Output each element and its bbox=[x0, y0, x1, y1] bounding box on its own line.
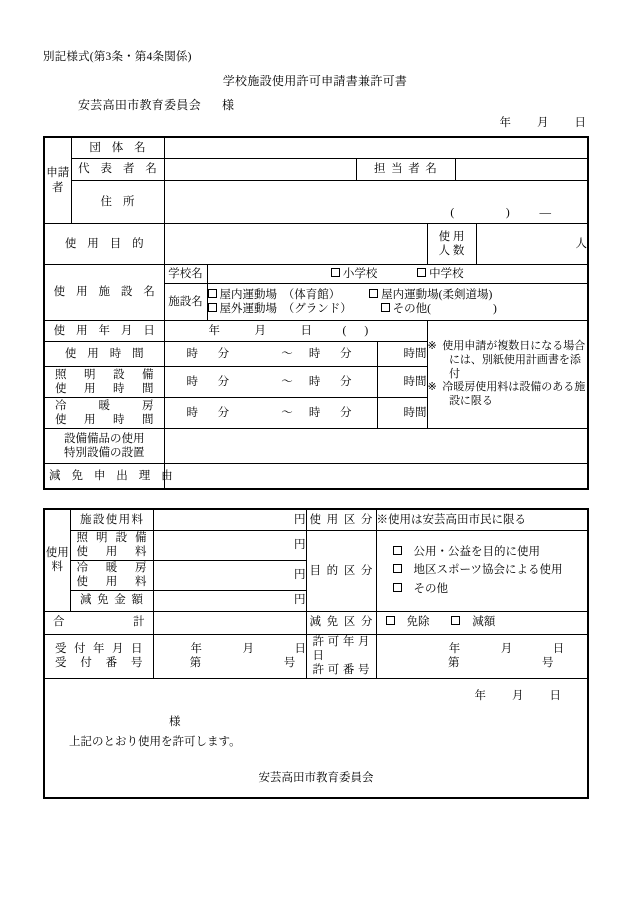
checkbox-outdoor-ground[interactable] bbox=[208, 302, 352, 316]
receipt-date-year: 年 bbox=[190, 642, 202, 655]
row-school-name bbox=[44, 265, 588, 284]
receipt-date-value: 年 月 日 bbox=[190, 642, 306, 655]
checkbox-reduction[interactable] bbox=[451, 615, 495, 629]
phone-dash: — bbox=[539, 206, 551, 219]
applicant-section-label: 申請者 bbox=[44, 137, 71, 224]
checkbox-box-icon bbox=[331, 268, 340, 277]
permission-date-month: 月 bbox=[512, 689, 524, 702]
hvac-time-label-line1: 冷 暖 房 bbox=[55, 399, 154, 412]
row-representative bbox=[44, 159, 588, 181]
checkbox-facility-other[interactable] bbox=[381, 302, 497, 316]
checkbox-purpose-other[interactable] bbox=[393, 580, 588, 599]
facility-fee-value[interactable] bbox=[153, 509, 306, 531]
row-reduction-reason bbox=[44, 464, 588, 490]
hvac-fee-value[interactable] bbox=[153, 560, 306, 590]
permission-recipient-honorific: 様 bbox=[169, 715, 181, 728]
addressee: 安芸高田市教育委員会 bbox=[78, 98, 202, 112]
permission-statement: 上記のとおり使用を許可します。 bbox=[69, 735, 241, 748]
school-type-options bbox=[207, 265, 588, 284]
reduction-amount-unit: 円 bbox=[294, 594, 306, 607]
application-table bbox=[43, 136, 589, 490]
usage-time-end-min: 分 bbox=[339, 347, 352, 360]
facility-name-label: 施設名 bbox=[164, 284, 207, 321]
facility-option-1: 屋内運動場(柔剣道場) bbox=[381, 288, 493, 301]
facility-fee-label: 施設使用料 bbox=[70, 509, 153, 531]
equipment-label bbox=[44, 429, 164, 464]
checkbox-box-icon bbox=[208, 289, 217, 298]
permission-organization: 安芸高田市教育委員会 bbox=[258, 771, 374, 784]
facility-fee-unit: 円 bbox=[294, 513, 306, 526]
lighting-time-end-hour: 時 bbox=[308, 375, 321, 388]
equipment-value[interactable] bbox=[164, 429, 588, 464]
row-group-name bbox=[44, 137, 588, 159]
equipment-label-line2: 特別設備の設置 bbox=[64, 447, 145, 459]
school-option-0: 小学校 bbox=[342, 267, 378, 280]
hvac-time-start-min: 分 bbox=[217, 406, 230, 419]
document-title: 学校施設使用許可申請書兼許可書 bbox=[222, 74, 408, 88]
checkbox-box-icon bbox=[369, 289, 378, 298]
note-text-1: 使用申請が複数日になる場合には、別紙使用計画書を添付 bbox=[442, 340, 586, 380]
receipt-date-label: 受 付 年 月 日 bbox=[55, 642, 143, 655]
usage-date-year: 年 bbox=[208, 324, 220, 337]
checkbox-box-icon bbox=[208, 303, 217, 312]
checkbox-box-icon bbox=[393, 564, 402, 573]
row-address bbox=[44, 181, 588, 224]
hvac-time-end-hour: 時 bbox=[308, 406, 321, 419]
purpose-value[interactable] bbox=[164, 224, 427, 265]
row-equipment bbox=[44, 429, 588, 464]
phone-paren-open: ( bbox=[450, 206, 455, 219]
reduction-classification-label: 減 免 区 分 bbox=[306, 611, 376, 634]
submission-date-year: 年 bbox=[499, 117, 511, 129]
group-name-label: 団 体 名 bbox=[71, 137, 164, 159]
person-count-unit: 人 bbox=[575, 237, 587, 250]
purpose-option-0: 公用・公益を目的に使用 bbox=[413, 545, 540, 558]
notes-cell bbox=[427, 321, 588, 429]
checkbox-box-icon bbox=[393, 546, 402, 555]
lighting-fee-value[interactable] bbox=[153, 531, 306, 561]
hvac-fee-label-line1: 冷 暖 房 bbox=[76, 561, 147, 574]
group-name-value[interactable] bbox=[164, 137, 588, 159]
checkbox-junior-high-school[interactable] bbox=[417, 267, 464, 281]
hvac-time-start-hour: 時 bbox=[186, 406, 198, 419]
reduction-reason-label: 減 免 申 出 理 由 bbox=[44, 464, 164, 490]
address-label: 住 所 bbox=[71, 181, 164, 224]
receipt-number-label: 受 付 番 号 bbox=[55, 657, 143, 670]
hvac-time-tilde: 〜 bbox=[281, 406, 293, 419]
usage-time-duration[interactable] bbox=[377, 342, 427, 367]
receipt-number-suffix: 号 bbox=[283, 657, 296, 670]
usage-time-end-hour: 時 bbox=[308, 347, 321, 360]
checkbox-box-icon bbox=[451, 616, 460, 625]
checkbox-box-icon bbox=[381, 303, 390, 312]
note-marker-1: ※ bbox=[427, 340, 437, 353]
hvac-fee-label bbox=[70, 560, 153, 590]
phone-paren-close: ) bbox=[505, 206, 510, 219]
checkbox-public-use[interactable] bbox=[393, 543, 588, 562]
usage-date-label: 使 用 年 月 日 bbox=[44, 321, 164, 342]
contact-person-value[interactable] bbox=[455, 159, 588, 181]
hvac-time-value[interactable] bbox=[164, 398, 377, 429]
fee-section-label: 使用料 bbox=[44, 509, 70, 611]
fee-permit-table bbox=[43, 508, 589, 799]
row-facility-fee bbox=[44, 509, 588, 531]
permit-date-label: 許 可 年 月 日 bbox=[312, 635, 370, 662]
equipment-label-line1: 設備備品の使用 bbox=[64, 432, 145, 445]
submission-date-day: 日 bbox=[574, 117, 586, 129]
receipt-labels bbox=[44, 634, 153, 678]
school-name-label: 学校名 bbox=[164, 265, 207, 284]
usage-date-day: 日 bbox=[300, 324, 312, 337]
lighting-fee-label-line1: 照 明 設 備 bbox=[76, 532, 147, 544]
checkbox-indoor-gym[interactable] bbox=[208, 288, 341, 302]
usage-time-value[interactable] bbox=[164, 342, 377, 367]
checkbox-sports-association-use[interactable] bbox=[393, 561, 588, 580]
lighting-time-value[interactable] bbox=[164, 367, 377, 398]
row-receipt-permit bbox=[44, 634, 588, 678]
facility-other-close: ) bbox=[492, 303, 497, 315]
note-item-2 bbox=[428, 381, 588, 409]
checkbox-box-icon bbox=[393, 583, 402, 592]
usage-time-label: 使 用 時 間 bbox=[44, 342, 164, 367]
person-count-label-line2: 人 数 bbox=[438, 245, 465, 257]
form-number: 別記様式(第3条・第4条関係) bbox=[43, 51, 192, 63]
row-usage-date bbox=[44, 321, 588, 342]
lighting-time-duration-unit: 時間 bbox=[403, 375, 427, 388]
total-value[interactable] bbox=[153, 611, 306, 634]
submission-date-line bbox=[500, 114, 587, 130]
hvac-time-label-line2: 使 用 時 間 bbox=[55, 414, 154, 426]
lighting-time-duration[interactable] bbox=[377, 367, 427, 398]
weekday-paren-open: ( bbox=[342, 324, 347, 337]
facility-option-3: その他( bbox=[392, 303, 431, 315]
hvac-fee-label-line2: 使 用 料 bbox=[76, 576, 147, 589]
facility-option-2: 屋外運動場 （グランド） bbox=[219, 303, 352, 315]
note-marker-2: ※ bbox=[427, 381, 437, 394]
checkbox-box-icon bbox=[417, 268, 426, 277]
usage-time-tilde: 〜 bbox=[281, 347, 293, 360]
usage-classification-note: ※使用は安芸高田市民に限る bbox=[376, 509, 588, 531]
lighting-fee-unit: 円 bbox=[294, 539, 306, 552]
row-purpose bbox=[44, 224, 588, 265]
usage-time-start-min: 分 bbox=[217, 347, 230, 360]
person-count-label bbox=[427, 224, 476, 265]
total-label-right: 計 bbox=[133, 616, 145, 629]
permit-number-value bbox=[377, 656, 588, 670]
permit-date-value: 年 月 日 bbox=[448, 642, 565, 655]
purpose-option-1: 地区スポーツ協会による使用 bbox=[413, 564, 563, 577]
permission-date-day: 日 bbox=[549, 689, 561, 702]
representative-value[interactable] bbox=[164, 159, 356, 181]
hvac-time-label bbox=[44, 398, 164, 429]
permit-number-suffix: 号 bbox=[542, 657, 554, 670]
permission-block bbox=[44, 678, 588, 798]
reduction-amount-value[interactable] bbox=[153, 590, 306, 611]
usage-date-value[interactable] bbox=[164, 321, 427, 342]
permission-date-line bbox=[475, 689, 562, 703]
reduction-option-0: 免除 bbox=[406, 616, 430, 629]
receipt-number-prefix: 第 bbox=[189, 657, 202, 670]
permit-labels bbox=[306, 634, 376, 678]
school-option-1: 中学校 bbox=[429, 267, 464, 280]
hvac-fee-unit: 円 bbox=[294, 568, 306, 581]
checkbox-elementary-school[interactable] bbox=[331, 267, 378, 281]
hvac-time-end-min: 分 bbox=[339, 406, 352, 419]
checkbox-indoor-martial-arts[interactable] bbox=[369, 288, 492, 302]
permit-date-year: 年 bbox=[448, 642, 461, 655]
checkbox-box-icon bbox=[386, 616, 395, 625]
lighting-time-label-line2: 使 用 時 間 bbox=[55, 383, 154, 395]
submission-date-month: 月 bbox=[537, 117, 549, 129]
purpose-label: 使 用 目 的 bbox=[44, 224, 164, 265]
row-lighting-fee bbox=[44, 531, 588, 561]
facility-option-0: 屋内運動場 （体育館） bbox=[219, 288, 341, 301]
facility-options bbox=[207, 284, 588, 321]
purpose-classification-options bbox=[376, 531, 588, 612]
permission-date-year: 年 bbox=[474, 689, 486, 702]
reduction-classification-options bbox=[376, 611, 588, 634]
representative-label: 代 表 者 名 bbox=[71, 159, 164, 181]
purpose-option-2: その他 bbox=[413, 583, 448, 596]
usage-date-weekday bbox=[343, 324, 369, 338]
reduction-reason-value[interactable] bbox=[164, 464, 588, 490]
permit-number-label: 許 可 番 号 bbox=[312, 664, 370, 677]
lighting-time-label bbox=[44, 367, 164, 398]
lighting-time-end-min: 分 bbox=[339, 375, 352, 388]
row-total bbox=[44, 611, 588, 634]
lighting-time-tilde: 〜 bbox=[281, 375, 293, 388]
total-label bbox=[44, 611, 153, 634]
facility-options-line2 bbox=[208, 302, 588, 316]
usage-time-duration-unit: 時間 bbox=[403, 347, 427, 360]
person-count-label-line1: 使 用 bbox=[438, 230, 465, 243]
checkbox-exemption[interactable] bbox=[386, 615, 430, 629]
addressee-honorific: 様 bbox=[222, 98, 235, 112]
reduction-amount-label: 減 免 金 額 bbox=[70, 590, 153, 611]
person-count-value[interactable] bbox=[476, 224, 588, 265]
usage-time-start-hour: 時 bbox=[186, 347, 198, 360]
note-item-1 bbox=[428, 340, 588, 381]
address-value[interactable] bbox=[164, 181, 588, 224]
lighting-time-start-hour: 時 bbox=[186, 375, 198, 388]
permit-values[interactable] bbox=[376, 634, 588, 678]
usage-date-month: 月 bbox=[254, 324, 266, 337]
purpose-classification-label: 目 的 区 分 bbox=[306, 531, 376, 612]
lighting-time-label-line1: 照 明 設 備 bbox=[55, 368, 154, 381]
receipt-values[interactable] bbox=[153, 634, 306, 678]
lighting-time-start-min: 分 bbox=[217, 375, 230, 388]
row-permission-block bbox=[44, 678, 588, 798]
hvac-time-duration-unit: 時間 bbox=[403, 406, 427, 419]
reduction-option-1: 減額 bbox=[472, 616, 496, 629]
hvac-time-duration[interactable] bbox=[377, 398, 427, 429]
receipt-date-month: 月 bbox=[242, 642, 254, 655]
weekday-paren-close: ) bbox=[364, 324, 369, 337]
note-text-2: 冷暖房使用料は設備のある施設に限る bbox=[442, 381, 586, 408]
permit-date-month: 月 bbox=[500, 642, 513, 655]
lighting-fee-label bbox=[70, 531, 153, 561]
facility-section-label: 使 用 施 設 名 bbox=[44, 265, 164, 321]
contact-person-label: 担 当 者 名 bbox=[356, 159, 455, 181]
total-label-left: 合 bbox=[53, 616, 65, 629]
receipt-number-value bbox=[154, 656, 306, 670]
facility-options-line1 bbox=[208, 288, 588, 302]
permit-number-prefix: 第 bbox=[448, 657, 460, 670]
usage-classification-label: 使 用 区 分 bbox=[306, 509, 376, 531]
lighting-fee-label-line2: 使 用 料 bbox=[76, 546, 147, 559]
